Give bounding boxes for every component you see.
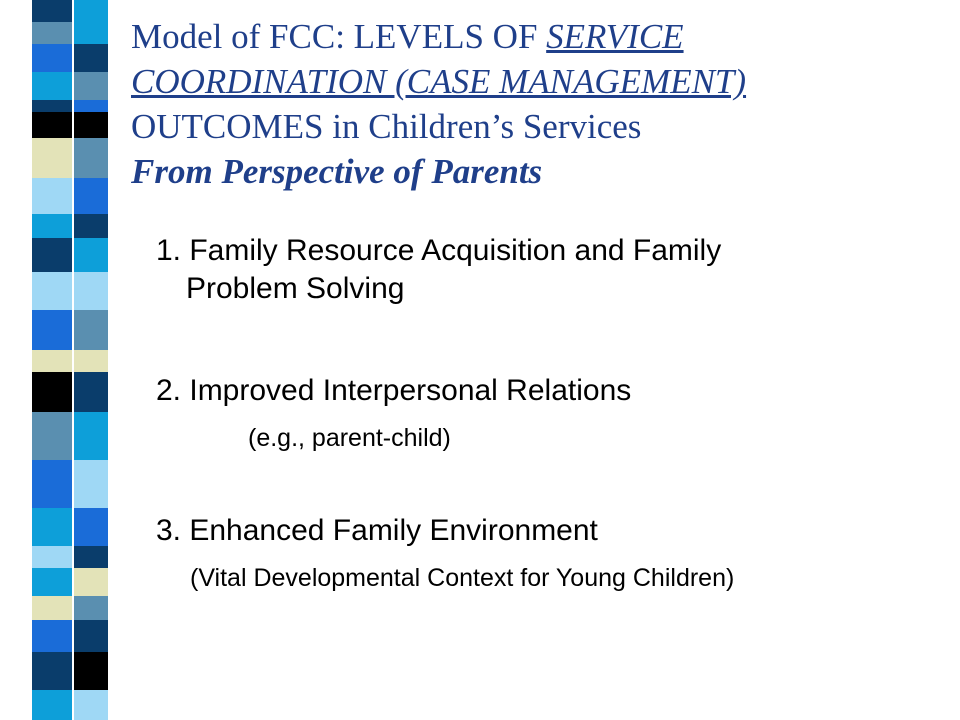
strip-block [32, 112, 74, 138]
strip-block [32, 138, 74, 178]
strip-block [74, 214, 108, 238]
strip-block [74, 238, 108, 272]
strip-block [74, 690, 108, 720]
strip-block [74, 596, 108, 620]
title-part-3: OUTCOMES in Children’s Services [131, 107, 642, 146]
outcome-item-3: 3. Enhanced Family Environment [156, 514, 598, 547]
title-perspective: From Perspective of Parents [131, 152, 543, 191]
outcome-item-2-example: (e.g., parent-child) [248, 424, 451, 452]
title-part-1: Model of FCC: LEVELS OF [131, 17, 547, 56]
strip-block [32, 372, 74, 412]
strip-block [74, 310, 108, 350]
strip-block [32, 238, 74, 272]
strip-block [74, 412, 108, 460]
strip-block [32, 652, 74, 690]
outcome-item-3-detail: (Vital Developmental Context for Young Children) [190, 564, 735, 592]
strip-block [74, 568, 108, 596]
strip-block [74, 22, 108, 44]
strip-block [32, 0, 74, 22]
strip-block [74, 372, 108, 412]
strip-block [74, 460, 108, 508]
strip-block [74, 72, 108, 100]
strip-block [74, 112, 108, 138]
strip-block [74, 44, 108, 72]
strip-block [32, 620, 74, 652]
strip-block [32, 546, 74, 568]
outcome-item-1 [156, 232, 896, 308]
strip-block [32, 568, 74, 596]
strip-block [32, 690, 74, 720]
strip-block [32, 596, 74, 620]
strip-block [74, 652, 108, 690]
strip-block [74, 138, 108, 178]
strip-block [32, 272, 74, 310]
strip-block [74, 350, 108, 372]
strip-block [74, 178, 108, 214]
strip-block [74, 546, 108, 568]
strip-block [74, 620, 108, 652]
strip-block [32, 214, 74, 238]
strip-block [32, 460, 74, 508]
strip-block [32, 44, 74, 72]
strip-block [32, 72, 74, 100]
strip-block [74, 272, 108, 310]
slide-title [131, 14, 931, 194]
outcome-item-1-line2: Problem Solving [186, 272, 405, 305]
outcome-item-1-line1: 1. Family Resource Acquisition and Family [156, 234, 722, 267]
strip-block [32, 22, 74, 44]
strip-block [74, 100, 108, 112]
strip-block [32, 412, 74, 460]
strip-divider [72, 0, 74, 720]
strip-block [32, 178, 74, 214]
outcome-item-2: 2. Improved Interpersonal Relations [156, 374, 632, 407]
strip-block [32, 508, 74, 546]
decorative-block-strip [0, 0, 110, 720]
strip-block [32, 100, 74, 112]
strip-block [74, 0, 108, 22]
title-service-coordination: SERVICE COORDINATION (CASE MANAGEMENT) [131, 17, 747, 101]
strip-block [74, 508, 108, 546]
strip-block [32, 350, 74, 372]
strip-block [32, 310, 74, 350]
